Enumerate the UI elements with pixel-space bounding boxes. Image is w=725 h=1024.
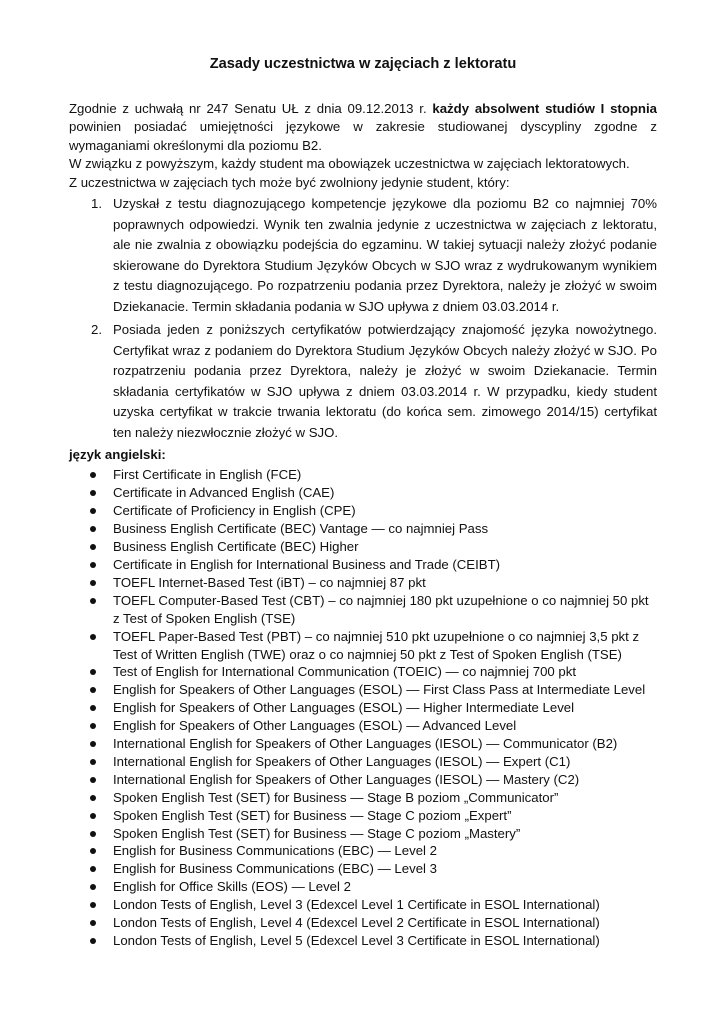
certificate-list-item	[69, 896, 657, 914]
bullet-icon	[90, 831, 96, 837]
bullet-icon	[90, 920, 96, 926]
condition-text: Posiada jeden z poniższych certyfikatów potwierdzający znajomość języka nowożytnego. Certyfikat wraz z podaniem do Dyrektora Studium Języków Obcych należy złożyć w SJO. Po rozpatrzeniu podania przez Dyrektora, należy je złożyć w swoim Dziekanacie. Termin składania certyfikatów w SJO upływa z dniem 03.03.2014 r. W przypadku, kiedy student uzyska certyfikat w trakcie trwania lektoratu (do końca sem. zimowego 2014/15) certyfikat ten należy niezwłocznie złożyć w SJO.	[113, 322, 657, 440]
certificate-list-item	[69, 574, 657, 592]
certificate-name: English for Speakers of Other Languages (ESOL) — First Class Pass at Intermediate Level	[113, 682, 646, 698]
bullet-icon	[90, 938, 96, 944]
certificate-list-item	[69, 789, 657, 807]
certificate-list-item	[69, 842, 657, 860]
certificate-list-item	[69, 717, 657, 735]
document-page	[69, 54, 657, 950]
certificate-name: TOEFL Computer-Based Test (CBT) – co najmniej 180 pkt uzupełnione o co najmniej 50 pkt z Test of Spoken English (TSE)	[113, 592, 649, 626]
certificate-list-item	[69, 771, 657, 789]
certificate-name: Business English Certificate (BEC) Vantage — co najmniej Pass	[113, 521, 489, 537]
certificate-name: English for Speakers of Other Languages (ESOL) — Advanced Level	[113, 718, 517, 734]
condition-number: 2.	[91, 322, 102, 338]
condition-item	[69, 194, 657, 317]
certificate-list	[69, 466, 657, 949]
certificate-list-item	[69, 466, 657, 484]
bullet-icon	[90, 687, 96, 693]
intro-text-end: powinien posiadać umiejętności językowe w zakresie studiowanej dyscypliny zgodne z wymaganiami określonymi dla poziomu B2.	[69, 119, 657, 153]
certificate-name: International English for Speakers of Other Languages (IESOL) — Mastery (C2)	[113, 771, 580, 787]
bullet-icon	[90, 741, 96, 747]
document-title: Zasady uczestnictwa w zajęciach z lektoratu	[209, 56, 517, 72]
bullet-icon	[90, 777, 96, 783]
certificate-list-item	[69, 807, 657, 825]
intro-paragraph	[69, 100, 657, 155]
intro-emphasis: każdy absolwent studiów I stopnia	[432, 101, 657, 116]
certificate-list-item	[69, 914, 657, 932]
certificate-list-item	[69, 628, 657, 664]
certificate-name: Spoken English Test (SET) for Business — Stage C poziom „Expert”	[113, 807, 512, 823]
certificate-name: English for Business Communications (EBC) — Level 3	[113, 861, 437, 877]
condition-number: 1.	[91, 196, 102, 212]
certificate-list-item	[69, 520, 657, 538]
certificate-list-item	[69, 556, 657, 574]
bullet-icon	[90, 795, 96, 801]
certificate-name: Certificate in Advanced English (CAE)	[113, 485, 335, 501]
certificate-name: TOEFL Internet-Based Test (iBT) – co najmniej 87 pkt	[113, 574, 426, 590]
certificate-name: Spoken English Test (SET) for Business — Stage B poziom „Communicator”	[113, 789, 559, 805]
bullet-icon	[90, 848, 96, 854]
certificate-list-item	[69, 502, 657, 520]
certificate-list-item	[69, 878, 657, 896]
certificate-list-item	[69, 699, 657, 717]
bullet-icon	[90, 580, 96, 586]
bullet-icon	[90, 526, 96, 532]
language-heading: język angielski:	[69, 447, 166, 463]
bullet-icon	[90, 759, 96, 765]
bullet-icon	[90, 723, 96, 729]
bullet-icon	[90, 562, 96, 568]
certificate-name: London Tests of English, Level 3 (Edexcel Level 1 Certificate in ESOL International)	[113, 897, 600, 913]
bullet-icon	[90, 669, 96, 675]
certificate-name: International English for Speakers of Other Languages (IESOL) — Expert (C1)	[113, 753, 571, 769]
certificate-name: Spoken English Test (SET) for Business — Stage C poziom „Mastery”	[113, 825, 521, 841]
certificate-list-item	[69, 860, 657, 878]
certificate-name: Test of English for International Communication (TOEIC) — co najmniej 700 pkt	[113, 664, 576, 680]
certificate-list-item	[69, 753, 657, 771]
certificate-name: English for Office Skills (EOS) — Level 2	[113, 879, 351, 895]
exemption-conditions-list	[69, 194, 657, 443]
certificate-name: Business English Certificate (BEC) Higher	[113, 539, 359, 555]
certificate-list-item	[69, 932, 657, 950]
certificate-list-item	[69, 484, 657, 502]
bullet-icon	[90, 866, 96, 872]
certificate-name: Certificate of Proficiency in English (CPE)	[113, 503, 356, 519]
certificate-list-item	[69, 538, 657, 556]
certificate-name: TOEFL Paper-Based Test (PBT) – co najmniej 510 pkt uzupełnione o co najmniej 3,5 pkt z Test of Written English (TWE) oraz o co najmniej 50 pkt z Test of Spoken English (TSE)	[113, 628, 640, 662]
condition-item	[69, 320, 657, 443]
bullet-icon	[90, 598, 96, 604]
bullet-icon	[90, 508, 96, 514]
bullet-icon	[90, 634, 96, 640]
exemption-paragraph: Z uczestnictwa w zajęciach tych może być zwolniony jedynie student, który:	[69, 174, 510, 190]
certificate-name: English for Speakers of Other Languages (ESOL) — Higher Intermediate Level	[113, 700, 575, 716]
certificate-name: First Certificate in English (FCE)	[113, 467, 302, 483]
certificate-list-item	[69, 735, 657, 753]
bullet-icon	[90, 902, 96, 908]
certificate-name: London Tests of English, Level 5 (Edexcel Level 3 Certificate in ESOL International)	[113, 933, 600, 948]
bullet-icon	[90, 490, 96, 496]
bullet-icon	[90, 813, 96, 819]
intro-text-start: Zgodnie z uchwałą nr 247 Senatu UŁ z dnia 09.12.2013 r.	[69, 101, 433, 116]
certificate-name: London Tests of English, Level 4 (Edexcel Level 2 Certificate in ESOL International)	[113, 915, 600, 931]
certificate-list-item	[69, 592, 657, 628]
condition-text: Uzyskał z testu diagnozującego kompetencje językowe dla poziomu B2 co najmniej 70% poprawnych odpowiedzi. Wynik ten zwalnia jedynie z uczestnictwa w zajęciach z lektoratu, ale nie zwalnia z obowiązku podejścia do egzaminu. W takiej sytuacji należy złożyć podanie skierowane do Dyrektora Studium Języków Obcych w SJO wraz z wydrukowanym wynikiem z testu diagnozującego. Po rozpatrzeniu podania przez Dyrektora, należy je złożyć w swoim Dziekanacie. Termin składania podania w SJO upływa z dniem 03.03.2014 r.	[113, 196, 657, 314]
certificate-name: International English for Speakers of Other Languages (IESOL) — Communicator (B2)	[113, 736, 618, 752]
bullet-icon	[90, 472, 96, 478]
bullet-icon	[90, 544, 96, 550]
certificate-list-item	[69, 681, 657, 699]
certificate-list-item	[69, 825, 657, 843]
certificate-name: English for Business Communications (EBC) — Level 2	[113, 843, 437, 859]
bullet-icon	[90, 705, 96, 711]
obligation-paragraph: W związku z powyższym, każdy student ma obowiązek uczestnictwa w zajęciach lektoratowych.	[69, 156, 630, 172]
certificate-name: Certificate in English for International Business and Trade (CEIBT)	[113, 556, 501, 572]
bullet-icon	[90, 884, 96, 890]
certificate-list-item	[69, 663, 657, 681]
